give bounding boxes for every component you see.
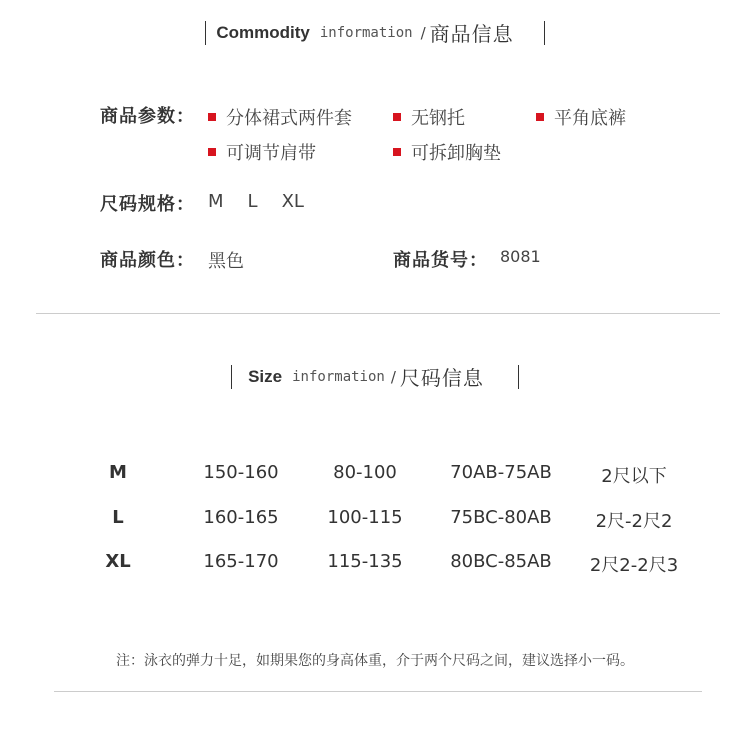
- divider-top: [36, 313, 720, 314]
- table-cell: L: [112, 507, 124, 528]
- item-no-label: 商品货号：: [393, 250, 488, 271]
- param-item-text: 平角底裤: [554, 108, 626, 129]
- size-value: XL: [281, 191, 304, 212]
- bullet-icon: [208, 113, 216, 121]
- param-item-3: [536, 104, 626, 130]
- bullet-icon: [208, 148, 216, 156]
- header-cn: 商品信息: [429, 22, 514, 46]
- size-header-left-bar: [231, 365, 232, 389]
- bullet-icon: [393, 113, 401, 121]
- table-cell: 75BC-80AB: [450, 507, 552, 528]
- params-label: 商品参数：: [100, 106, 195, 127]
- table-cell: 80BC-85AB: [450, 551, 552, 572]
- table-cell: 70AB-75AB: [450, 462, 552, 483]
- table-cell: 115-135: [327, 551, 403, 572]
- commodity-header: [0, 18, 750, 47]
- table-cell: 80-100: [333, 462, 397, 483]
- header-en: information: [319, 24, 413, 41]
- table-cell: 2尺-2尺2: [595, 511, 673, 532]
- table-cell: XL: [105, 551, 131, 572]
- param-item-text: 可调节肩带: [226, 143, 316, 164]
- size-header-right-bar: [518, 365, 519, 389]
- param-item-5: [393, 139, 501, 165]
- header-right-bar: [544, 21, 545, 45]
- header-slash: /: [420, 23, 426, 42]
- size-header-en-bold: Size: [248, 366, 283, 386]
- size-header-cn: 尺码信息: [399, 366, 484, 390]
- size-value: L: [247, 191, 258, 212]
- color-label: 商品颜色：: [100, 250, 195, 271]
- table-cell: 100-115: [327, 507, 403, 528]
- table-cell: 150-160: [203, 462, 279, 483]
- size-header-en: information: [292, 368, 385, 385]
- table-cell: 160-165: [203, 507, 279, 528]
- sizes-label: 尺码规格：: [100, 194, 195, 215]
- color-value: 黑色: [208, 251, 244, 272]
- param-item-1: [208, 104, 352, 130]
- header-en-bold: Commodity: [216, 22, 310, 42]
- table-cell: 165-170: [203, 551, 279, 572]
- param-item-2: [393, 104, 465, 130]
- size-value: M: [208, 191, 224, 212]
- table-cell: 2尺2-2尺3: [589, 555, 679, 576]
- sizes-values: [208, 191, 328, 212]
- size-note: 注：泳衣的弹力十足，如期果您的身高体重，介于两个尺码之间，建议选择小一码。: [116, 653, 634, 669]
- divider-bottom: [54, 691, 702, 692]
- item-no-value: 8081: [500, 247, 541, 266]
- param-item-4: [208, 139, 316, 165]
- param-item-text: 分体裙式两件套: [226, 108, 352, 129]
- param-item-text: 无钢托: [411, 108, 465, 129]
- bullet-icon: [536, 113, 544, 121]
- header-left-bar: [205, 21, 206, 45]
- size-header-slash: /: [390, 367, 396, 386]
- size-header: [0, 362, 750, 391]
- table-cell: 2尺以下: [601, 466, 667, 487]
- param-item-text: 可拆卸胸垫: [411, 143, 501, 164]
- bullet-icon: [393, 148, 401, 156]
- table-cell: M: [109, 462, 127, 483]
